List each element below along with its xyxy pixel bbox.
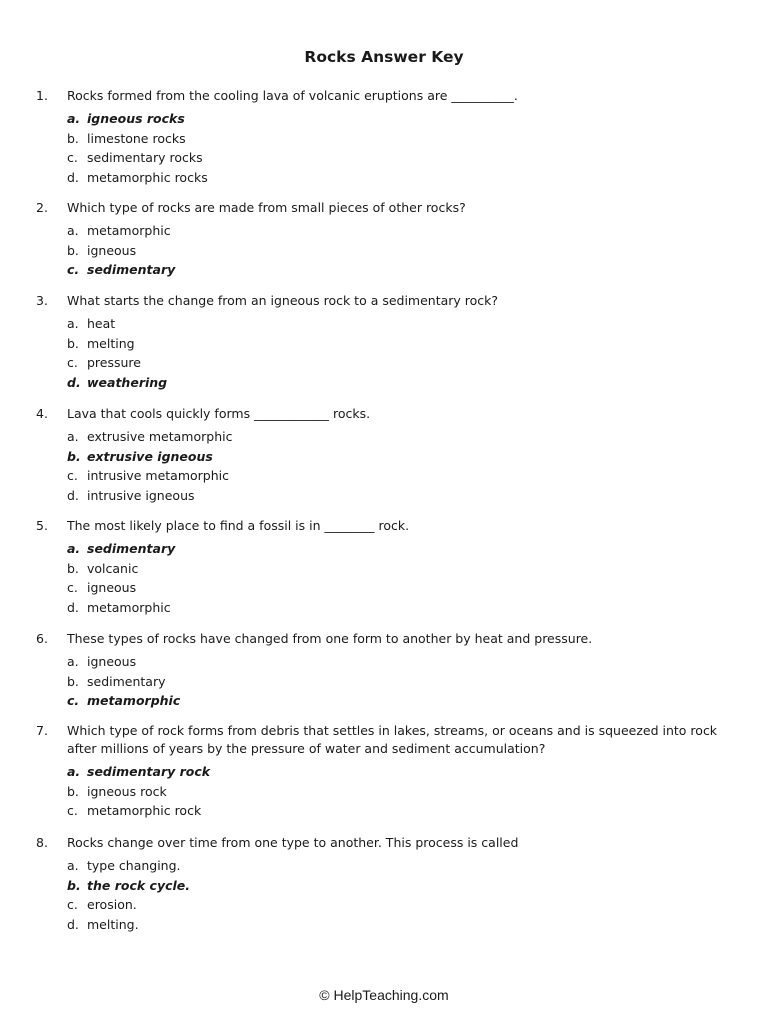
answer-option-correct: [67, 373, 732, 393]
answer-option: [67, 221, 732, 241]
answer-option: [67, 895, 732, 915]
question: [36, 834, 732, 934]
option-text: extrusive igneous: [87, 448, 213, 464]
question-number: 7.: [36, 723, 48, 738]
answer-option: [67, 652, 732, 672]
question: [36, 405, 732, 505]
option-text: metamorphic: [87, 223, 171, 238]
answer-option: [67, 578, 732, 598]
option-letter: c.: [67, 580, 78, 596]
option-text: intrusive igneous: [87, 487, 195, 503]
question-number: 6.: [36, 631, 48, 646]
answer-option: [67, 801, 732, 821]
option-text: metamorphic rock: [87, 803, 202, 819]
option-text: the rock cycle.: [87, 877, 191, 893]
answer-options: [67, 856, 732, 934]
option-letter: a.: [67, 541, 81, 556]
answer-options: [67, 314, 732, 392]
answer-option: [67, 486, 732, 506]
option-text: metamorphic rocks: [87, 169, 208, 185]
option-text: type changing.: [87, 858, 181, 873]
option-letter: b.: [67, 673, 79, 689]
answer-option: [67, 559, 732, 579]
answer-options: [67, 221, 732, 280]
option-letter: a.: [67, 858, 79, 873]
option-letter: a.: [67, 316, 79, 331]
answer-option-correct: [67, 691, 732, 711]
question-number: 8.: [36, 835, 48, 850]
option-text: limestone rocks: [87, 130, 186, 146]
option-text: extrusive metamorphic: [87, 429, 233, 444]
option-text: igneous rock: [87, 783, 167, 799]
question: [36, 292, 732, 392]
answer-option: [67, 314, 732, 334]
option-letter: c.: [67, 468, 78, 484]
question-number: 4.: [36, 406, 48, 421]
answer-option-correct: [67, 876, 732, 896]
question: [36, 722, 732, 821]
option-text: sedimentary rocks: [87, 150, 203, 166]
option-letter: b.: [67, 783, 79, 799]
option-text: sedimentary: [87, 673, 166, 689]
option-letter: c.: [67, 355, 78, 371]
option-letter: d.: [67, 487, 79, 503]
question-text: Lava that cools quickly forms ____________ rocks.: [67, 406, 371, 421]
option-text: igneous: [87, 580, 137, 596]
option-text: igneous: [87, 654, 137, 669]
question-text: Which type of rock forms from debris that settles in lakes, streams, or oceans and is squeezed into rock after millions of years by the pressure of water and sediment accumulation?: [67, 723, 718, 756]
option-letter: b.: [67, 448, 81, 464]
question-text: Rocks formed from the cooling lava of volcanic eruptions are __________.: [67, 88, 518, 103]
option-text: sedimentary: [87, 262, 176, 278]
question: [36, 630, 732, 711]
option-text: sedimentary: [87, 541, 176, 556]
option-letter: a.: [67, 223, 79, 238]
answer-option-correct: [67, 539, 732, 559]
answer-option: [67, 129, 732, 149]
option-letter: c.: [67, 150, 78, 166]
option-text: igneous: [87, 242, 137, 258]
option-text: erosion.: [87, 897, 137, 913]
option-text: weathering: [87, 374, 168, 390]
option-letter: c.: [67, 803, 78, 819]
answer-option-correct: [67, 109, 732, 129]
option-letter: d.: [67, 169, 79, 185]
answer-option: [67, 241, 732, 261]
option-letter: d.: [67, 599, 79, 615]
answer-option: [67, 782, 732, 802]
option-text: melting: [87, 335, 135, 351]
answer-option: [67, 598, 732, 618]
option-letter: b.: [67, 335, 79, 351]
question-text: These types of rocks have changed from one form to another by heat and pressure.: [67, 631, 593, 646]
question-number: 2.: [36, 200, 48, 215]
question-number: 5.: [36, 518, 48, 533]
option-letter: c.: [67, 693, 80, 709]
option-text: melting.: [87, 916, 139, 932]
option-letter: d.: [67, 916, 79, 932]
option-text: sedimentary rock: [87, 764, 211, 779]
answer-option-correct: [67, 260, 732, 280]
answer-option: [67, 915, 732, 935]
option-letter: a.: [67, 764, 81, 779]
option-text: pressure: [87, 355, 141, 371]
question-text: What starts the change from an igneous rock to a sedimentary rock?: [67, 293, 499, 308]
answer-option: [67, 334, 732, 354]
answer-option: [67, 168, 732, 188]
question-text: Rocks change over time from one type to another. This process is called: [67, 835, 519, 850]
question-text: Which type of rocks are made from small pieces of other rocks?: [67, 200, 466, 215]
question: [36, 87, 732, 187]
option-letter: d.: [67, 374, 81, 390]
answer-option: [67, 856, 732, 876]
question: [36, 517, 732, 617]
option-letter: b.: [67, 130, 79, 146]
option-text: volcanic: [87, 560, 139, 576]
option-letter: c.: [67, 897, 78, 913]
answer-options: [67, 539, 732, 617]
option-text: igneous rocks: [87, 111, 185, 126]
question: [36, 199, 732, 280]
answer-option: [67, 427, 732, 447]
answer-option: [67, 466, 732, 486]
footer-copyright: © HelpTeaching.com: [319, 987, 449, 1003]
option-text: metamorphic: [87, 599, 171, 615]
answer-option: [67, 353, 732, 373]
question-number: 1.: [36, 88, 48, 103]
answer-options: [67, 762, 732, 821]
option-letter: a.: [67, 429, 79, 444]
option-letter: b.: [67, 242, 79, 258]
option-text: intrusive metamorphic: [87, 468, 229, 484]
answer-options: [67, 427, 732, 505]
option-letter: a.: [67, 111, 81, 126]
answer-option: [67, 148, 732, 168]
option-text: metamorphic: [87, 693, 181, 709]
answer-option-correct: [67, 762, 732, 782]
option-text: heat: [87, 316, 116, 331]
answer-option: [67, 672, 732, 692]
option-letter: b.: [67, 560, 79, 576]
page-title: Rocks Answer Key: [304, 48, 464, 66]
question-text: The most likely place to find a fossil is in ________ rock.: [67, 518, 410, 533]
question-number: 3.: [36, 293, 48, 308]
option-letter: c.: [67, 262, 80, 278]
answer-option-correct: [67, 447, 732, 467]
answer-options: [67, 652, 732, 711]
option-letter: b.: [67, 877, 81, 893]
option-letter: a.: [67, 654, 79, 669]
answer-options: [67, 109, 732, 187]
